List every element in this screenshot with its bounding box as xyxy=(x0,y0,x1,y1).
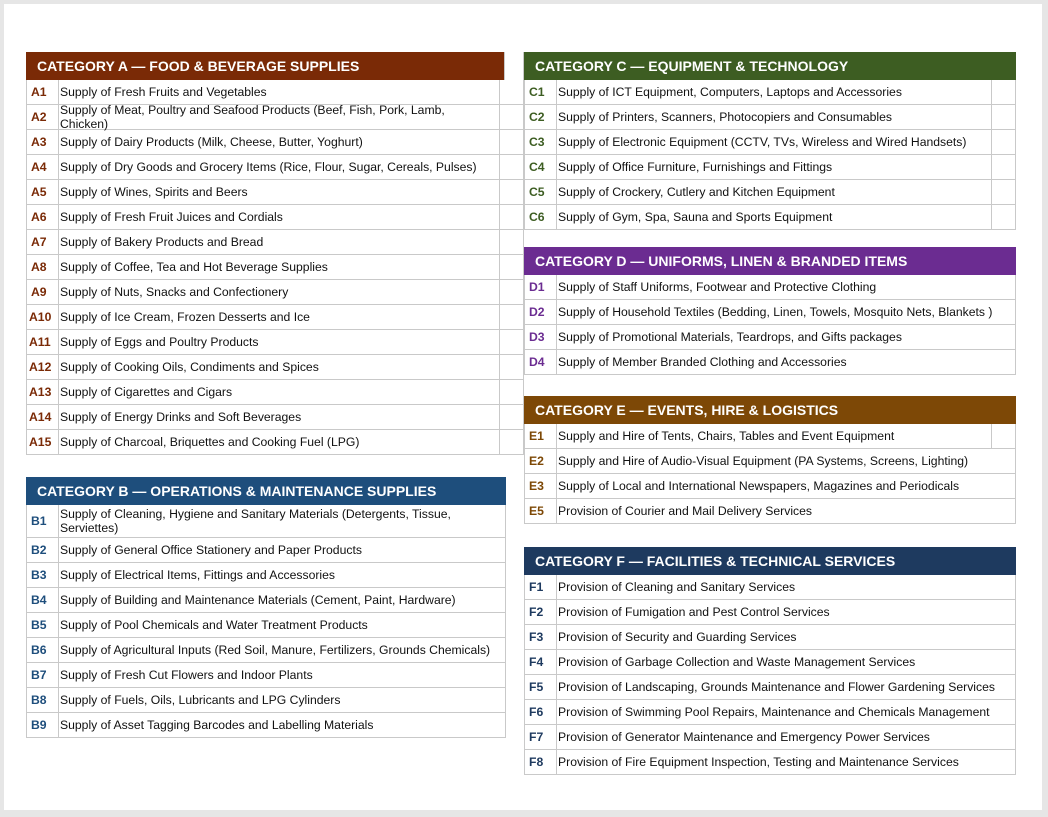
list-item xyxy=(524,449,1016,474)
category-f-header: CATEGORY F — FACILITIES & TECHNICAL SERVICES xyxy=(524,547,1016,575)
category-c-header: CATEGORY C — EQUIPMENT & TECHNOLOGY xyxy=(524,52,1016,80)
list-item xyxy=(524,725,1016,750)
category-b-header: CATEGORY B — OPERATIONS & MAINTENANCE SUPPLIES xyxy=(26,477,506,505)
empty-cell xyxy=(499,430,523,454)
item-code: E2 xyxy=(525,449,557,473)
list-item xyxy=(26,588,506,613)
item-code: F5 xyxy=(525,675,557,699)
item-description: Supply of Fresh Cut Flowers and Indoor Plants xyxy=(60,668,313,682)
list-item xyxy=(524,325,1016,350)
item-code: B2 xyxy=(27,538,59,562)
item-code: C1 xyxy=(525,80,557,104)
item-description: Provision of Garbage Collection and Waste Management Services xyxy=(558,655,916,669)
item-description: Supply of Cooking Oils, Condiments and Spices xyxy=(60,360,319,374)
list-item xyxy=(26,280,524,305)
item-description: Supply of Fuels, Oils, Lubricants and LPG Cylinders xyxy=(60,693,341,707)
item-description: Supply and Hire of Tents, Chairs, Tables and Event Equipment xyxy=(558,429,895,443)
list-item xyxy=(26,505,506,538)
item-description: Supply of Asset Tagging Barcodes and Labelling Materials xyxy=(60,718,374,732)
list-item xyxy=(26,130,524,155)
list-item xyxy=(26,205,524,230)
item-code: A11 xyxy=(27,330,59,354)
list-item xyxy=(524,575,1016,600)
item-description: Supply of Wines, Spirits and Beers xyxy=(60,185,248,199)
item-description: Supply of Staff Uniforms, Footwear and Protective Clothing xyxy=(558,280,877,294)
item-code: E1 xyxy=(525,424,557,448)
list-item xyxy=(26,305,524,330)
item-code: C3 xyxy=(525,130,557,154)
item-description: Provision of Generator Maintenance and Emergency Power Services xyxy=(558,730,930,744)
category-c-panel xyxy=(524,52,1016,230)
item-description: Supply of Electrical Items, Fittings and Accessories xyxy=(60,568,336,582)
item-code: D2 xyxy=(525,300,557,324)
list-item xyxy=(524,424,1016,449)
item-code: F7 xyxy=(525,725,557,749)
list-item xyxy=(524,275,1016,300)
item-description: Supply of Printers, Scanners, Photocopiers and Consumables xyxy=(558,110,892,124)
item-description: Supply of Building and Maintenance Materials (Cement, Paint, Hardware) xyxy=(60,593,456,607)
empty-cell xyxy=(991,80,1015,104)
list-item xyxy=(524,80,1016,105)
empty-cell xyxy=(499,155,523,179)
item-description: Supply of Energy Drinks and Soft Beverages xyxy=(60,410,302,424)
item-code: F1 xyxy=(525,575,557,599)
item-description: Provision of Landscaping, Grounds Maintenance and Flower Gardening Services xyxy=(558,680,995,694)
item-code: F3 xyxy=(525,625,557,649)
empty-cell xyxy=(499,305,523,329)
item-code: D4 xyxy=(525,350,557,374)
item-code: A4 xyxy=(27,155,59,179)
list-item xyxy=(26,713,506,738)
item-description: Supply of Member Branded Clothing and Accessories xyxy=(558,355,847,369)
list-item xyxy=(26,355,524,380)
item-description: Supply of Electronic Equipment (CCTV, TVs, Wireless and Wired Handsets) xyxy=(558,135,967,149)
list-item xyxy=(524,499,1016,524)
list-item xyxy=(26,180,524,205)
item-code: B5 xyxy=(27,613,59,637)
item-description: Supply of Dry Goods and Grocery Items (Rice, Flour, Sugar, Cereals, Pulses) xyxy=(60,160,477,174)
item-code: E3 xyxy=(525,474,557,498)
item-code: B8 xyxy=(27,688,59,712)
item-description: Supply of Ice Cream, Frozen Desserts and Ice xyxy=(60,310,310,324)
empty-cell xyxy=(499,405,523,429)
item-code: A2 xyxy=(27,105,59,129)
item-code: A13 xyxy=(27,380,59,404)
item-code: A14 xyxy=(27,405,59,429)
item-code: A1 xyxy=(27,80,59,104)
item-code: A6 xyxy=(27,205,59,229)
list-item xyxy=(26,255,524,280)
empty-cell xyxy=(499,330,523,354)
list-item xyxy=(26,105,524,130)
list-item xyxy=(524,350,1016,375)
empty-cell xyxy=(499,280,523,304)
list-item xyxy=(524,650,1016,675)
list-item xyxy=(26,613,506,638)
item-description: Supply of General Office Stationery and Paper Products xyxy=(60,543,362,557)
list-item xyxy=(26,538,506,563)
item-code: F4 xyxy=(525,650,557,674)
list-item xyxy=(26,688,506,713)
empty-cell xyxy=(499,205,523,229)
list-item xyxy=(26,405,524,430)
item-code: B4 xyxy=(27,588,59,612)
empty-cell xyxy=(499,380,523,404)
document-page xyxy=(4,4,1042,810)
header-spacer-cell xyxy=(504,52,524,80)
empty-cell xyxy=(499,130,523,154)
item-code: B3 xyxy=(27,563,59,587)
empty-cell xyxy=(499,355,523,379)
list-item xyxy=(26,638,506,663)
list-item xyxy=(26,155,524,180)
empty-cell xyxy=(499,180,523,204)
list-item xyxy=(524,600,1016,625)
item-description: Provision of Courier and Mail Delivery Services xyxy=(558,504,812,518)
item-code: A10 xyxy=(27,305,59,329)
item-code: D1 xyxy=(525,275,557,299)
list-item xyxy=(26,380,524,405)
list-item xyxy=(524,105,1016,130)
category-e-panel xyxy=(524,396,1016,524)
item-code: B1 xyxy=(27,505,59,537)
category-b-panel xyxy=(26,477,506,738)
list-item xyxy=(26,330,524,355)
item-description: Supply of Promotional Materials, Teardrops, and Gifts packages xyxy=(558,330,902,344)
list-item xyxy=(524,155,1016,180)
item-description: Provision of Swimming Pool Repairs, Maintenance and Chemicals Management xyxy=(558,705,990,719)
list-item xyxy=(26,430,524,455)
list-item xyxy=(524,625,1016,650)
list-item xyxy=(524,130,1016,155)
item-description: Supply of Office Furniture, Furnishings and Fittings xyxy=(558,160,833,174)
item-description: Supply of Meat, Poultry and Seafood Products (Beef, Fish, Pork, Lamb, Chicken) xyxy=(60,103,445,131)
item-code: A15 xyxy=(27,430,59,454)
item-description: Provision of Fire Equipment Inspection, Testing and Maintenance Services xyxy=(558,755,959,769)
item-description: Supply of Gym, Spa, Sauna and Sports Equipment xyxy=(558,210,833,224)
item-description: Supply of Agricultural Inputs (Red Soil, Manure, Fertilizers, Grounds Chemicals) xyxy=(60,643,491,657)
item-description: Supply of Cleaning, Hygiene and Sanitary Materials (Detergents, Tissue, Serviettes) xyxy=(60,507,451,535)
item-code: E5 xyxy=(525,499,557,523)
list-item xyxy=(524,700,1016,725)
item-description: Supply of Local and International Newspapers, Magazines and Periodicals xyxy=(558,479,960,493)
item-description: Supply of Charcoal, Briquettes and Cooking Fuel (LPG) xyxy=(60,435,360,449)
empty-cell xyxy=(991,424,1015,448)
item-description: Supply of Nuts, Snacks and Confectionery xyxy=(60,285,289,299)
list-item xyxy=(524,180,1016,205)
list-item xyxy=(26,80,524,105)
empty-cell xyxy=(991,180,1015,204)
item-code: B6 xyxy=(27,638,59,662)
item-code: C6 xyxy=(525,205,557,229)
item-code: A5 xyxy=(27,180,59,204)
item-description: Supply of Dairy Products (Milk, Cheese, Butter, Yoghurt) xyxy=(60,135,363,149)
list-item xyxy=(524,675,1016,700)
category-a-header: CATEGORY A — FOOD & BEVERAGE SUPPLIES xyxy=(26,52,504,80)
category-d-panel xyxy=(524,247,1016,375)
list-item xyxy=(26,563,506,588)
item-code: A8 xyxy=(27,255,59,279)
list-item xyxy=(524,300,1016,325)
item-description: Supply of Pool Chemicals and Water Treatment Products xyxy=(60,618,368,632)
item-description: Supply of Fresh Fruits and Vegetables xyxy=(60,85,267,99)
empty-cell xyxy=(499,255,523,279)
empty-cell xyxy=(499,105,523,129)
list-item xyxy=(26,230,524,255)
item-description: Provision of Security and Guarding Services xyxy=(558,630,797,644)
list-item xyxy=(524,750,1016,775)
item-code: D3 xyxy=(525,325,557,349)
empty-cell xyxy=(991,105,1015,129)
item-code: F6 xyxy=(525,700,557,724)
list-item xyxy=(524,205,1016,230)
item-code: A12 xyxy=(27,355,59,379)
empty-cell xyxy=(991,155,1015,179)
item-description: Supply of Cigarettes and Cigars xyxy=(60,385,233,399)
list-item xyxy=(524,474,1016,499)
item-code: A9 xyxy=(27,280,59,304)
item-code: F8 xyxy=(525,750,557,774)
item-code: B7 xyxy=(27,663,59,687)
item-code: C5 xyxy=(525,180,557,204)
empty-cell xyxy=(991,205,1015,229)
item-description: Supply of Household Textiles (Bedding, Linen, Towels, Mosquito Nets, Blankets ) xyxy=(558,305,993,319)
item-description: Supply of Crockery, Cutlery and Kitchen Equipment xyxy=(558,185,835,199)
item-code: C4 xyxy=(525,155,557,179)
empty-cell xyxy=(991,130,1015,154)
item-description: Provision of Fumigation and Pest Control Services xyxy=(558,605,830,619)
list-item xyxy=(26,663,506,688)
empty-cell xyxy=(499,80,523,104)
category-a-panel xyxy=(26,52,524,455)
category-f-panel xyxy=(524,547,1016,775)
item-description: Supply of Eggs and Poultry Products xyxy=(60,335,259,349)
item-description: Supply and Hire of Audio-Visual Equipment (PA Systems, Screens, Lighting) xyxy=(558,454,969,468)
item-code: B9 xyxy=(27,713,59,737)
category-e-header: CATEGORY E — EVENTS, HIRE & LOGISTICS xyxy=(524,396,1016,424)
item-code: A7 xyxy=(27,230,59,254)
empty-cell xyxy=(499,230,523,254)
item-code: F2 xyxy=(525,600,557,624)
item-description: Supply of Fresh Fruit Juices and Cordials xyxy=(60,210,283,224)
item-description: Supply of ICT Equipment, Computers, Laptops and Accessories xyxy=(558,85,902,99)
item-code: A3 xyxy=(27,130,59,154)
item-description: Supply of Coffee, Tea and Hot Beverage Supplies xyxy=(60,260,328,274)
item-code: C2 xyxy=(525,105,557,129)
item-description: Supply of Bakery Products and Bread xyxy=(60,235,264,249)
item-description: Provision of Cleaning and Sanitary Services xyxy=(558,580,796,594)
category-d-header: CATEGORY D — UNIFORMS, LINEN & BRANDED ITEMS xyxy=(524,247,1016,275)
